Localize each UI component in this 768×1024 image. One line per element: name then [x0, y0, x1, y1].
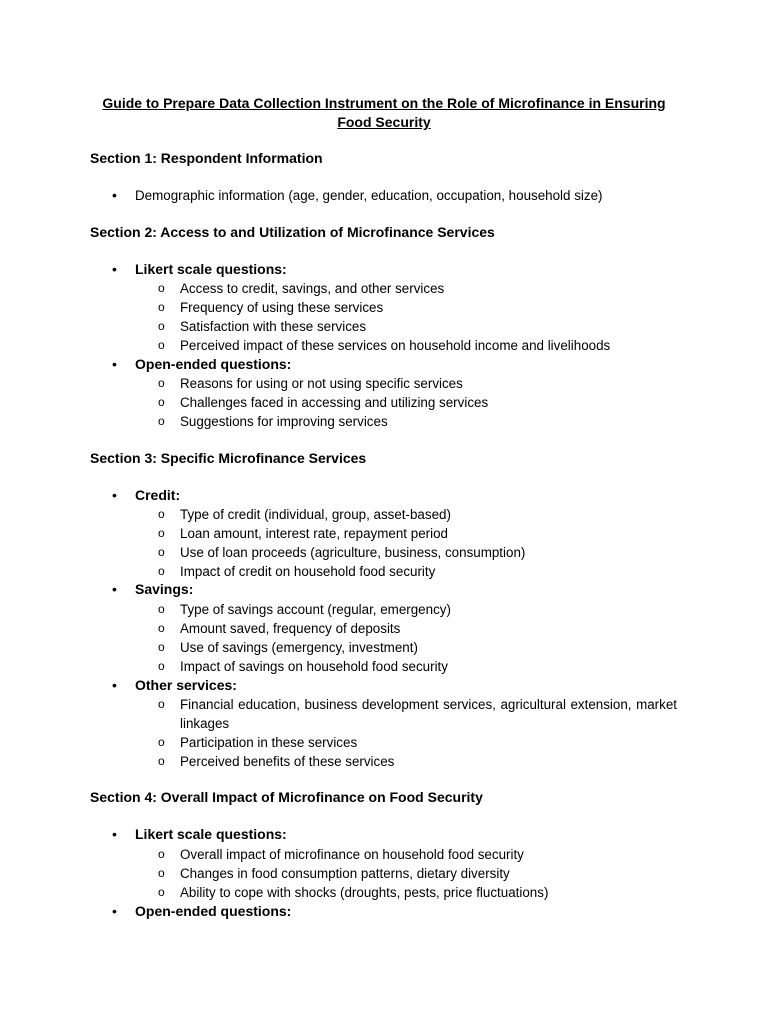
sub-list-item: Type of credit (individual, group, asset-based) — [180, 507, 451, 522]
sub-list-item: Financial education, business development services, agricultural extension, market linkages — [180, 697, 677, 731]
sub-list-item: Perceived impact of these services on household income and livelihoods — [180, 338, 611, 353]
sub-list-item: Participation in these services — [180, 735, 358, 750]
list-item-label: Likert scale questions: — [135, 261, 287, 277]
list-item-label: Other services: — [135, 677, 237, 693]
sub-bullet-icon: o — [158, 640, 165, 654]
sub-list-item: Challenges faced in accessing and utilizing services — [180, 395, 489, 410]
sub-bullet-icon: o — [158, 338, 165, 352]
sub-list-item: Perceived benefits of these services — [180, 754, 395, 769]
bullet-icon: • — [112, 581, 117, 597]
list-item-label: Credit: — [135, 487, 181, 503]
bullet-icon: • — [112, 261, 117, 277]
sub-list-item: Use of savings (emergency, investment) — [180, 640, 418, 655]
section-3-heading: Section 3: Specific Microfinance Services — [90, 450, 367, 466]
bullet-icon: • — [112, 187, 117, 203]
list-item-label: Savings: — [135, 581, 194, 597]
sub-list-item: Amount saved, frequency of deposits — [180, 621, 401, 636]
sub-bullet-icon: o — [158, 545, 165, 559]
sub-bullet-icon: o — [158, 621, 165, 635]
list-item-label: Open-ended questions: — [135, 903, 292, 919]
bullet-icon: • — [112, 826, 117, 842]
bullet-icon: • — [112, 487, 117, 503]
list-item-label: Likert scale questions: — [135, 826, 287, 842]
bullet-icon: • — [112, 356, 117, 372]
section-4-heading: Section 4: Overall Impact of Microfinance on Food Security — [90, 789, 483, 805]
sub-list-item: Impact of credit on household food security — [180, 564, 436, 579]
sub-bullet-icon: o — [158, 602, 165, 616]
sub-list-item: Access to credit, savings, and other services — [180, 281, 445, 296]
sub-bullet-icon: o — [158, 885, 165, 899]
sub-bullet-icon: o — [158, 395, 165, 409]
sub-bullet-icon: o — [158, 281, 165, 295]
sub-bullet-icon: o — [158, 319, 165, 333]
list-item-label: Open-ended questions: — [135, 356, 292, 372]
sub-bullet-icon: o — [158, 659, 165, 673]
sub-bullet-icon: o — [158, 735, 165, 749]
sub-bullet-icon: o — [158, 300, 165, 314]
section-1-heading: Section 1: Respondent Information — [90, 150, 323, 166]
section-2-heading: Section 2: Access to and Utilization of Microfinance Services — [90, 224, 495, 240]
sub-list-item: Loan amount, interest rate, repayment period — [180, 526, 448, 541]
sub-bullet-icon: o — [158, 526, 165, 540]
list-item: Demographic information (age, gender, education, occupation, household size) — [135, 188, 603, 203]
sub-bullet-icon: o — [158, 754, 165, 768]
sub-bullet-icon: o — [158, 866, 165, 880]
sub-list-item: Use of loan proceeds (agriculture, business, consumption) — [180, 545, 526, 560]
document-title: Guide to Prepare Data Collection Instrument on the Role of Microfinance in Ensuring Food Security — [102, 95, 666, 130]
bullet-icon: • — [112, 677, 117, 693]
sub-list-item: Frequency of using these services — [180, 300, 384, 315]
sub-list-item: Overall impact of microfinance on household food security — [180, 847, 524, 862]
sub-list-item: Suggestions for improving services — [180, 414, 388, 429]
sub-bullet-icon: o — [158, 697, 165, 711]
bullet-icon: • — [112, 903, 117, 919]
sub-list-item: Reasons for using or not using specific services — [180, 376, 463, 391]
sub-bullet-icon: o — [158, 376, 165, 390]
sub-bullet-icon: o — [158, 507, 165, 521]
sub-bullet-icon: o — [158, 414, 165, 428]
sub-list-item: Satisfaction with these services — [180, 319, 367, 334]
sub-bullet-icon: o — [158, 847, 165, 861]
sub-bullet-icon: o — [158, 564, 165, 578]
sub-list-item: Changes in food consumption patterns, dietary diversity — [180, 866, 510, 881]
sub-list-item: Type of savings account (regular, emergency) — [180, 602, 451, 617]
sub-list-item: Impact of savings on household food security — [180, 659, 448, 674]
sub-list-item: Ability to cope with shocks (droughts, pests, price fluctuations) — [180, 885, 549, 900]
